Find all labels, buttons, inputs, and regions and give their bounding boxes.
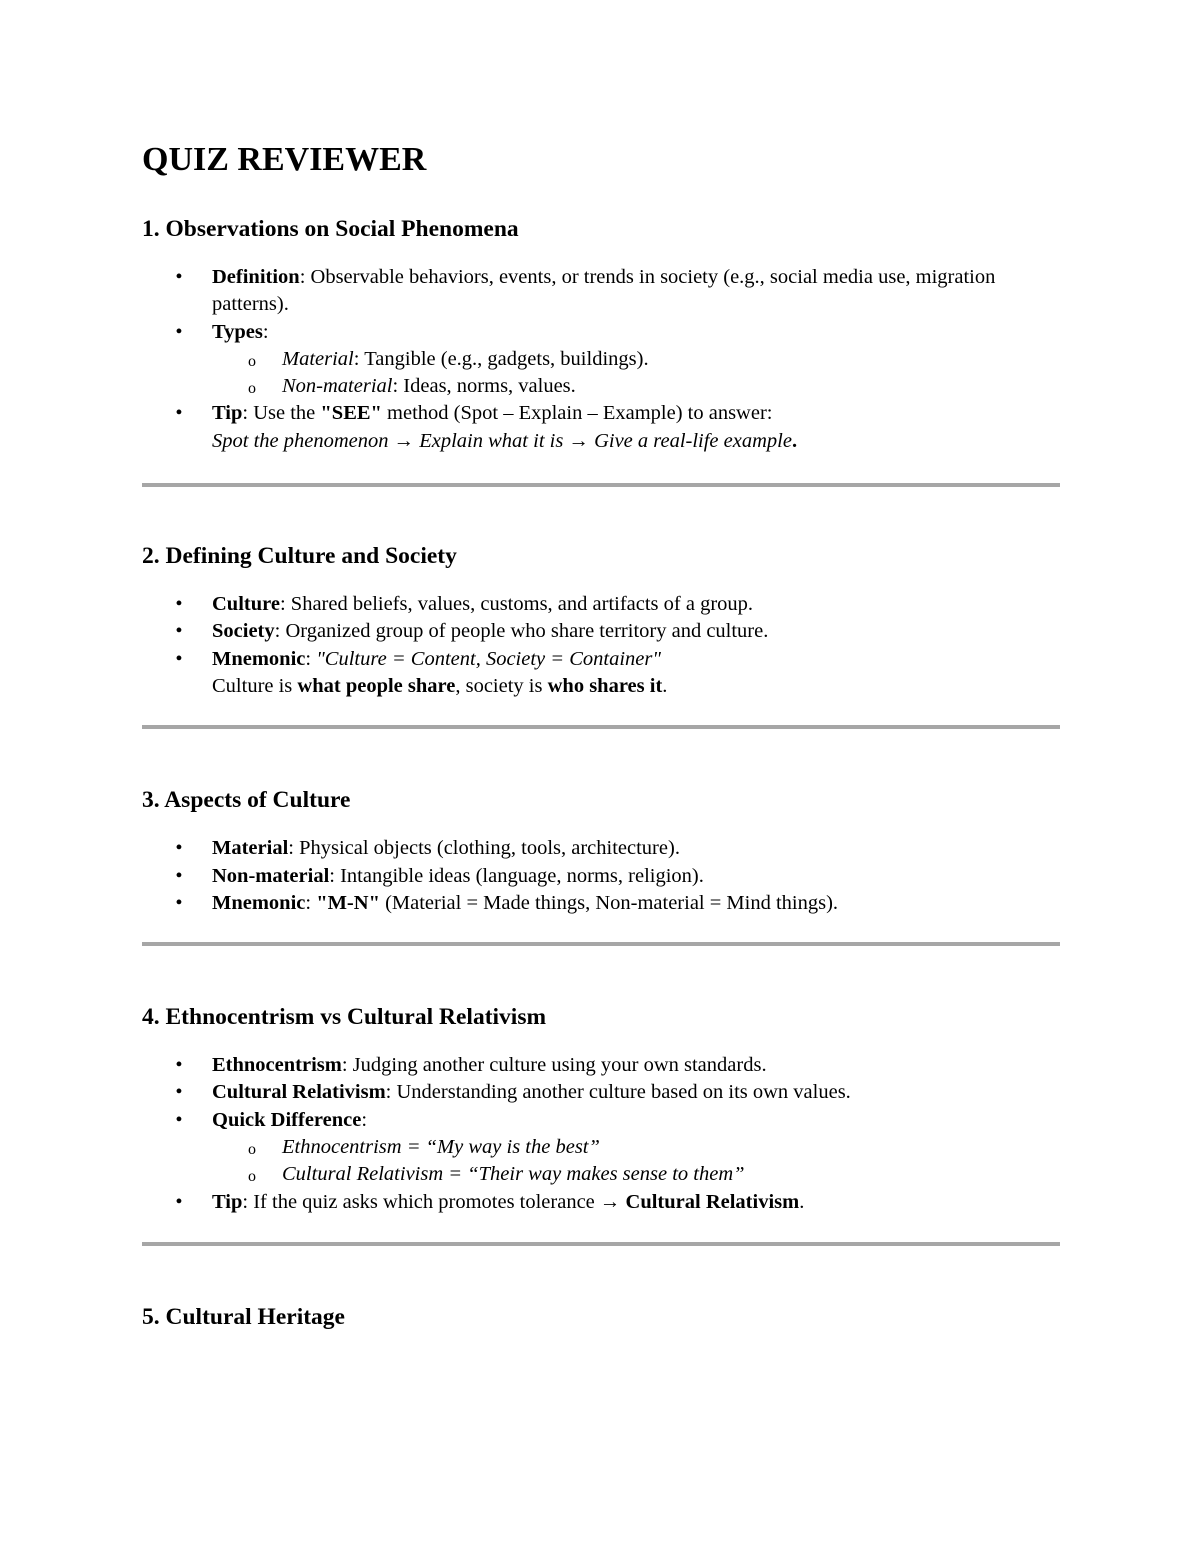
section-heading: 1. Observations on Social Phenomena <box>142 216 519 242</box>
sub-list-item <box>212 1134 1060 1161</box>
explain-bold: who shares it <box>547 674 663 697</box>
list-item <box>142 863 1060 890</box>
term-label: Definition <box>212 266 300 288</box>
term-label: Culture <box>212 593 280 616</box>
see-method-label: "SEE" <box>320 402 382 425</box>
sub-term-label: Non-material <box>282 375 393 398</box>
list-item <box>142 1079 1060 1106</box>
bullet-icon: • <box>175 620 183 643</box>
explain-text: Culture is <box>212 674 298 697</box>
bullet-icon: • <box>175 1054 183 1077</box>
explain-text: . <box>662 674 668 697</box>
section-culture-society <box>142 539 1060 700</box>
term-text: : Use the <box>242 402 321 425</box>
section-aspects-of-culture <box>142 783 1060 917</box>
term-text: . <box>799 1190 805 1213</box>
page-title: QUIZ REVIEWER <box>142 141 427 178</box>
sub-list-item <box>212 1161 1060 1188</box>
bullet-list <box>142 264 1060 455</box>
list-item <box>142 264 1060 319</box>
bullet-icon: • <box>175 1108 183 1131</box>
term-text: : <box>262 320 269 343</box>
sub-list <box>212 1134 1060 1189</box>
term-label: Ethnocentrism <box>212 1054 342 1077</box>
term-label: Material <box>212 837 289 860</box>
term-text: method (Spot – Explain – Example) to answer: <box>381 402 773 425</box>
section-heading: 3. Aspects of Culture <box>142 787 351 814</box>
term-text: : Judging another culture using your own standards. <box>341 1054 767 1077</box>
term-text: : <box>361 1108 368 1131</box>
list-item <box>142 1189 1060 1216</box>
term-text: : <box>305 891 317 914</box>
explain-text: , society is <box>455 674 548 697</box>
list-item <box>142 319 1060 401</box>
list-item <box>142 1052 1060 1079</box>
explain-bold: what people share <box>297 674 456 697</box>
bullet-icon: • <box>175 266 183 288</box>
sub-bullet-icon: o <box>248 380 256 398</box>
list-item <box>142 618 1060 645</box>
term-text: : Physical objects (clothing, tools, architecture). <box>288 837 680 860</box>
tip-answer: Cultural Relativism <box>625 1190 800 1213</box>
sub-list-item <box>212 373 1060 400</box>
term-text: : Understanding another culture based on its own values. <box>385 1081 851 1104</box>
section-heading: 5. Cultural Heritage <box>142 1303 345 1330</box>
sub-item-text: Ethnocentrism = “My way is the best” <box>282 1136 600 1159</box>
document-content <box>142 130 1060 1334</box>
term-label: Cultural Relativism <box>212 1081 386 1104</box>
list-item <box>142 835 1060 862</box>
bullet-list <box>142 1052 1060 1216</box>
term-text: : Shared beliefs, values, customs, and artifacts of a group. <box>279 593 754 616</box>
section-heading: 2. Defining Culture and Society <box>142 543 457 570</box>
tip-period: . <box>791 429 798 452</box>
list-item <box>142 1107 1060 1189</box>
bullet-icon: • <box>175 647 183 670</box>
list-item <box>142 591 1060 618</box>
sub-term-text: : Ideas, norms, values. <box>392 375 576 398</box>
term-label: Tip <box>212 402 243 425</box>
section-ethnocentrism-relativism <box>142 1000 1060 1216</box>
tip-flow: Spot the phenomenon → Explain what it is → Give a real-life example <box>212 429 792 452</box>
term-text: (Material = Made things, Non-material = Mind things). <box>379 891 839 914</box>
list-item <box>142 646 1060 701</box>
bullet-icon: • <box>175 864 183 887</box>
section-cultural-heritage <box>142 1300 1060 1334</box>
sub-list-item <box>212 346 1060 373</box>
bullet-icon: • <box>175 1190 183 1213</box>
term-label: Mnemonic <box>212 647 306 670</box>
bullet-icon: • <box>175 1081 183 1104</box>
bullet-icon: • <box>175 320 183 343</box>
sub-list <box>212 346 1060 401</box>
section-heading: 4. Ethnocentrism vs Cultural Relativism <box>142 1004 547 1031</box>
sub-term-text: : Tangible (e.g., gadgets, buildings). <box>353 347 649 370</box>
bullet-icon: • <box>175 402 183 425</box>
mnemonic-mn: "M-N" <box>316 891 380 914</box>
bullet-icon: • <box>175 891 183 914</box>
mnemonic-text: "Culture = Content, Society = Container" <box>316 647 661 670</box>
term-label: Non-material <box>212 864 330 887</box>
bullet-icon: • <box>175 593 183 616</box>
bullet-icon: • <box>175 837 183 860</box>
term-text: : Observable behaviors, events, or trends in society (e.g., social media use, migration patterns). <box>212 266 996 316</box>
term-text: : If the quiz asks which promotes tolerance → <box>242 1190 626 1213</box>
sub-bullet-icon: o <box>248 1168 256 1186</box>
sub-item-text: Cultural Relativism = “Their way makes sense to them” <box>282 1163 745 1186</box>
list-item <box>142 890 1060 917</box>
term-text: : Intangible ideas (language, norms, religion). <box>329 864 704 887</box>
list-item <box>142 400 1060 455</box>
sub-term-label: Material <box>282 347 354 370</box>
term-label: Tip <box>212 1190 243 1213</box>
term-label: Quick Difference <box>212 1108 362 1131</box>
bullet-list <box>142 835 1060 917</box>
bullet-list <box>142 591 1060 700</box>
term-text: : <box>305 647 317 670</box>
term-text: : Organized group of people who share territory and culture. <box>274 620 769 643</box>
sub-bullet-icon: o <box>248 352 256 370</box>
term-label: Types <box>212 320 263 343</box>
section-observations <box>142 212 1060 455</box>
sub-bullet-icon: o <box>248 1141 256 1159</box>
term-label: Mnemonic <box>212 891 306 914</box>
term-label: Society <box>212 620 275 643</box>
